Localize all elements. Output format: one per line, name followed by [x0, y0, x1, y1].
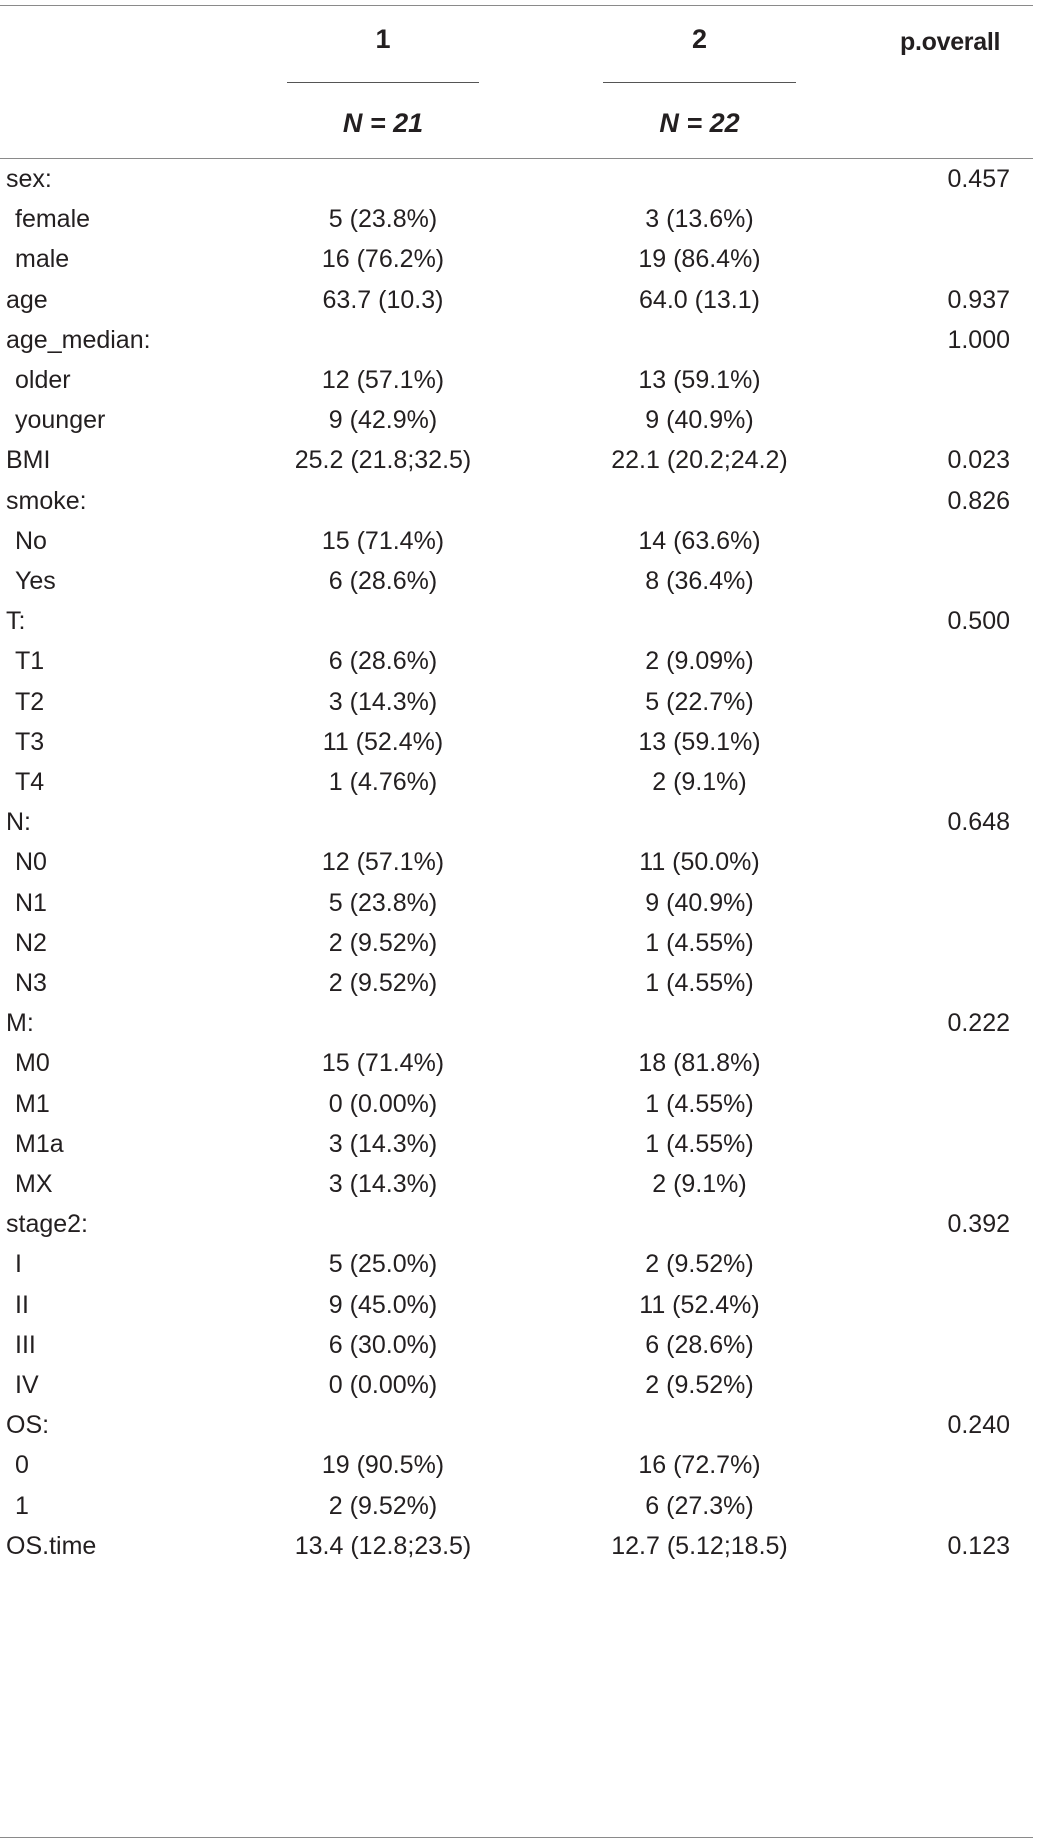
group2-value: 64.0 (13.1) — [639, 285, 760, 314]
group1-value: 2 (9.52%) — [328, 969, 438, 997]
row-label: III — [15, 1330, 36, 1359]
group1-value: 5 (23.8%) — [328, 888, 438, 917]
group2-value: 2 (9.1%) — [652, 1170, 747, 1198]
row-label: T: — [6, 607, 26, 636]
group1-value: 1 (4.76%) — [328, 768, 438, 796]
p-value: 0.937 — [947, 285, 1010, 314]
group2-value: 16 (72.7%) — [638, 1451, 761, 1480]
group2-value: 9 (40.9%) — [645, 406, 754, 435]
row-label: N3 — [15, 969, 47, 997]
group1-header-rule — [287, 82, 479, 83]
row-label: smoke: — [6, 486, 87, 515]
p-value: 0.123 — [947, 1531, 1010, 1560]
row-label: age_median: — [6, 325, 151, 354]
group1-value: 19 (90.5%) — [321, 1451, 445, 1480]
row-label: OS: — [6, 1411, 50, 1440]
group2-value: 22.1 (20.2;24.2) — [611, 446, 788, 475]
p-value: 0.826 — [947, 486, 1010, 515]
group1-value: 11 (52.4%) — [322, 727, 444, 756]
group1-value: 6 (28.6%) — [328, 567, 438, 595]
group1-value: 3 (14.3%) — [328, 1170, 438, 1198]
group2-value: 3 (13.6%) — [645, 205, 754, 234]
group2-value: 5 (22.7%) — [645, 687, 754, 716]
p-value: 0.392 — [947, 1210, 1010, 1239]
group2-n: N = 22 — [659, 108, 740, 138]
group2-value: 11 (52.4%) — [639, 1290, 760, 1319]
group2-value: 18 (81.8%) — [638, 1049, 761, 1078]
group2-value: 1 (4.55%) — [645, 1129, 754, 1158]
p-overall-header: p.overall — [900, 28, 1001, 56]
group1-value: 9 (45.0%) — [328, 1290, 438, 1319]
group1-value: 6 (28.6%) — [328, 647, 438, 676]
p-value: 0.222 — [947, 1009, 1010, 1038]
group1-value: 12 (57.1%) — [321, 366, 445, 394]
row-label: age — [6, 285, 48, 314]
p-value: 0.457 — [947, 165, 1010, 193]
group1-value: 15 (71.4%) — [321, 526, 445, 555]
group1-value: 15 (71.4%) — [321, 1049, 445, 1078]
group2-value: 11 (50.0%) — [639, 848, 760, 877]
group1-value: 16 (76.2%) — [321, 245, 445, 274]
row-label: 1 — [15, 1491, 29, 1520]
row-label: T3 — [15, 727, 45, 756]
group2-value: 2 (9.52%) — [645, 1250, 754, 1279]
row-label: MX — [15, 1170, 53, 1198]
group1-value: 0 (0.00%) — [328, 1089, 438, 1118]
row-label: 0 — [15, 1451, 29, 1480]
row-label: male — [15, 245, 70, 274]
p-value: 0.240 — [947, 1411, 1010, 1440]
group2-value: 9 (40.9%) — [645, 888, 754, 917]
group1-value: 6 (30.0%) — [328, 1330, 438, 1359]
group2-value: 8 (36.4%) — [645, 567, 754, 595]
group2-value: 13 (59.1%) — [638, 366, 761, 394]
row-label: N0 — [15, 848, 47, 877]
row-label: Yes — [15, 567, 56, 595]
group1-value: 5 (23.8%) — [328, 205, 438, 234]
group2-header: 2 — [691, 24, 708, 54]
group2-value: 19 (86.4%) — [638, 245, 761, 274]
row-label: stage2: — [6, 1210, 89, 1239]
row-label: II — [15, 1290, 29, 1319]
row-label: M0 — [15, 1049, 50, 1078]
p-value: 1.000 — [947, 325, 1010, 354]
p-value: 0.500 — [947, 607, 1010, 636]
row-label: N1 — [15, 888, 47, 917]
group1-value: 12 (57.1%) — [321, 848, 445, 877]
row-label: M1 — [15, 1089, 50, 1118]
group2-value: 1 (4.55%) — [645, 928, 754, 957]
group2-value: 12.7 (5.12;18.5) — [611, 1531, 788, 1560]
row-label: BMI — [6, 446, 51, 475]
row-label: M1a — [15, 1129, 64, 1158]
row-label: younger — [15, 406, 106, 435]
row-label: T2 — [15, 687, 45, 716]
group2-value: 1 (4.55%) — [645, 969, 754, 997]
row-label: No — [15, 526, 47, 555]
row-label: OS.time — [6, 1531, 97, 1560]
group1-value: 5 (25.0%) — [328, 1250, 438, 1279]
table-row — [0, 1523, 1040, 1570]
group2-value: 2 (9.52%) — [645, 1371, 754, 1399]
table-bottom-rule — [0, 1837, 1033, 1838]
group1-value: 2 (9.52%) — [328, 1491, 438, 1520]
p-value: 0.023 — [947, 446, 1010, 475]
group2-value: 13 (59.1%) — [638, 727, 761, 756]
row-label: N: — [6, 808, 31, 837]
row-label: M: — [6, 1009, 34, 1038]
group1-value: 3 (14.3%) — [328, 1129, 438, 1158]
row-label: older — [15, 366, 71, 394]
group2-header-rule — [603, 82, 796, 83]
group2-value: 2 (9.09%) — [645, 647, 754, 676]
group2-value: 6 (27.3%) — [645, 1491, 754, 1520]
group1-value: 63.7 (10.3) — [322, 285, 444, 314]
group1-value: 0 (0.00%) — [328, 1371, 438, 1399]
group1-value: 3 (14.3%) — [328, 687, 438, 716]
row-label: N2 — [15, 928, 47, 957]
row-label: female — [15, 205, 91, 234]
group1-header: 1 — [375, 24, 391, 54]
group1-value: 25.2 (21.8;32.5) — [294, 446, 472, 475]
row-label: sex: — [6, 165, 52, 193]
group2-value: 1 (4.55%) — [645, 1089, 754, 1118]
row-label: T1 — [15, 647, 45, 676]
p-value: 0.648 — [947, 808, 1010, 837]
row-label: T4 — [15, 768, 45, 796]
row-label: I — [15, 1250, 22, 1279]
group1-value: 13.4 (12.8;23.5) — [294, 1531, 472, 1560]
group1-value: 9 (42.9%) — [328, 406, 438, 435]
table-top-rule — [0, 5, 1033, 6]
row-label: IV — [15, 1371, 39, 1399]
group2-value: 2 (9.1%) — [652, 768, 747, 796]
group1-value: 2 (9.52%) — [328, 928, 438, 957]
group2-value: 6 (28.6%) — [645, 1330, 754, 1359]
group1-n: N = 21 — [342, 108, 424, 138]
group2-value: 14 (63.6%) — [638, 526, 761, 555]
